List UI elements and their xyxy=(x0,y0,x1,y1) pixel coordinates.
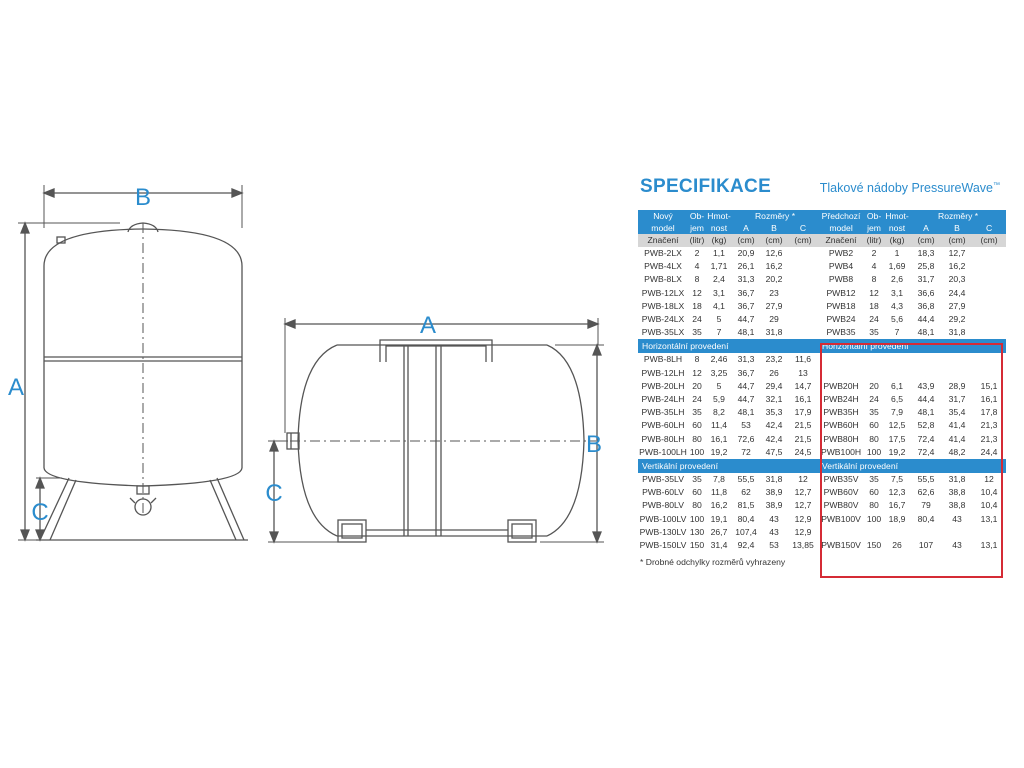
new-model-cell: PWB-20LH xyxy=(641,380,685,391)
previous-model-cell: PWB150V xyxy=(821,540,861,551)
value-cell: 35,4 xyxy=(948,407,966,418)
value-cell: 24,5 xyxy=(794,446,812,457)
value-cell: 21,5 xyxy=(794,420,812,431)
value-cell: 11,8 xyxy=(710,487,728,498)
value-cell: 3,1 xyxy=(713,287,725,298)
value-cell: 36,8 xyxy=(917,300,935,311)
previous-model-cell: PWB35V xyxy=(823,474,859,485)
value-cell: 27,9 xyxy=(765,300,783,311)
value-cell: 35 xyxy=(692,327,702,338)
section-horizontal-left: Horizontální provedení xyxy=(638,339,818,353)
value-cell: 53 xyxy=(741,420,751,431)
value-cell: 23 xyxy=(769,287,779,298)
previous-model-cell: PWB60V xyxy=(823,487,859,498)
spec-subtitle xyxy=(820,181,1000,195)
value-cell: 42,4 xyxy=(765,433,783,444)
spec-footnote: * Drobné odchylky rozměrů vyhrazeny xyxy=(640,557,786,568)
value-cell: 80 xyxy=(869,433,879,444)
value-cell: 38,8 xyxy=(948,487,966,498)
value-cell: 35 xyxy=(869,474,879,485)
value-cell: 38,8 xyxy=(948,500,966,511)
value-cell: 62,6 xyxy=(917,487,935,498)
value-cell: 60 xyxy=(869,420,879,431)
value-cell: 60 xyxy=(692,420,702,431)
new-model-cell: PWB-80LH xyxy=(641,433,685,444)
value-cell: 4 xyxy=(871,261,877,272)
trademark-mark: ™ xyxy=(993,181,1000,189)
value-cell: 48,1 xyxy=(737,407,755,418)
value-cell: 21,5 xyxy=(794,433,812,444)
value-cell: 43,9 xyxy=(917,380,935,391)
vertical-tank-width-label: B xyxy=(134,184,152,211)
value-cell: 26 xyxy=(769,367,779,378)
value-cell: 20,3 xyxy=(948,274,966,285)
value-cell: 7,9 xyxy=(891,407,903,418)
value-cell: 18 xyxy=(869,300,879,311)
value-cell: 31,7 xyxy=(948,394,966,405)
value-cell: 28,9 xyxy=(948,380,966,391)
value-cell xyxy=(972,313,1006,326)
value-cell: 17,5 xyxy=(888,433,906,444)
value-cell: 107 xyxy=(918,540,934,551)
value-cell: 72 xyxy=(741,446,751,457)
value-cell: 12,6 xyxy=(765,248,783,258)
value-cell: 41,4 xyxy=(948,433,966,444)
value-cell: 62 xyxy=(741,487,751,498)
unit-cell: (litr) xyxy=(864,234,884,247)
header-cell: Hmot- xyxy=(707,211,731,221)
value-cell: 15,1 xyxy=(980,380,998,391)
value-cell: 48,1 xyxy=(737,327,755,338)
vertical-tank-leg-label: C xyxy=(31,499,49,526)
value-cell: 150 xyxy=(866,540,882,551)
value-cell: 12,7 xyxy=(794,487,812,498)
table-row xyxy=(638,273,1006,286)
value-cell: 100 xyxy=(866,446,882,457)
value-cell xyxy=(788,287,818,300)
horizontal-tank-length-label: A xyxy=(419,312,437,339)
value-cell: 8 xyxy=(694,274,700,285)
value-cell: 11,6 xyxy=(794,354,812,365)
value-cell: 47,5 xyxy=(765,446,783,457)
new-model-cell: PWB-100LV xyxy=(639,513,687,524)
new-model-cell: PWB-35LH xyxy=(641,407,685,418)
value-cell: 24 xyxy=(869,394,879,405)
value-cell: 18,3 xyxy=(917,248,935,258)
value-cell: 31,8 xyxy=(948,474,966,485)
value-cell: 12,7 xyxy=(794,500,812,511)
unit-cell: (litr) xyxy=(689,235,705,245)
previous-model-cell: PWB8 xyxy=(828,274,854,285)
value-cell: 25,8 xyxy=(917,261,935,272)
value-cell: 14,7 xyxy=(794,380,812,391)
value-cell: 31,8 xyxy=(765,327,783,338)
value-cell xyxy=(972,287,1006,300)
value-cell: 150 xyxy=(689,540,705,551)
value-cell: 19,1 xyxy=(710,513,728,524)
header-cell: Rozměry * xyxy=(910,210,1006,222)
value-cell: 130 xyxy=(689,526,705,537)
value-cell: 5 xyxy=(716,314,722,325)
new-model-cell: PWB-24LX xyxy=(641,314,685,325)
value-cell: 27,9 xyxy=(948,300,966,311)
value-cell: 10,4 xyxy=(980,487,998,498)
value-cell: 20 xyxy=(692,380,702,391)
header-cell: Ob- xyxy=(689,211,705,221)
unit-cell: (cm) xyxy=(942,234,972,247)
value-cell: 23,2 xyxy=(765,354,783,365)
value-cell xyxy=(788,300,818,313)
value-cell: 52,8 xyxy=(917,420,935,431)
value-cell: 35 xyxy=(869,327,879,338)
value-cell: 44,7 xyxy=(737,380,755,391)
value-cell: 43 xyxy=(769,526,779,537)
value-cell: 12,3 xyxy=(888,487,906,498)
value-cell: 80,4 xyxy=(917,513,935,524)
value-cell: 18,9 xyxy=(888,513,906,524)
previous-model-cell: PWB12 xyxy=(826,287,856,298)
previous-model-cell: PWB18 xyxy=(826,300,856,311)
value-cell: 20,2 xyxy=(765,274,783,285)
value-cell: 19,2 xyxy=(710,446,728,457)
header-row-2 xyxy=(638,222,1006,234)
header-cell: model xyxy=(638,222,688,234)
value-cell: 7 xyxy=(716,327,722,338)
value-cell: 12 xyxy=(869,287,879,298)
new-model-cell: PWB-130LV xyxy=(639,526,687,537)
new-model-cell: PWB-80LV xyxy=(642,500,684,511)
header-cell: C xyxy=(972,222,1006,234)
value-cell: 12,9 xyxy=(794,513,812,524)
value-cell: 43 xyxy=(769,513,779,524)
value-cell: 4,1 xyxy=(713,300,725,311)
value-cell: 16,1 xyxy=(794,394,812,405)
horizontal-tank-axis-label: C xyxy=(265,480,283,507)
header-cell: A xyxy=(910,222,942,234)
value-cell: 31,4 xyxy=(710,540,728,551)
new-model-cell: PWB-8LH xyxy=(643,354,683,365)
spec-title-row xyxy=(638,176,1006,204)
new-model-cell: PWB-8LX xyxy=(644,274,682,285)
value-cell xyxy=(788,273,818,286)
header-cell: Nový xyxy=(638,210,688,222)
value-cell: 6,5 xyxy=(891,394,903,405)
value-cell: 7,5 xyxy=(891,474,903,485)
value-cell: 1,69 xyxy=(888,261,906,272)
value-cell: 16,1 xyxy=(980,394,998,405)
value-cell xyxy=(972,247,1006,260)
value-cell: 7,8 xyxy=(713,474,725,485)
spec-title: SPECIFIKACE xyxy=(640,176,772,197)
value-cell: 11,4 xyxy=(710,420,728,431)
value-cell: 36,6 xyxy=(917,287,935,298)
value-cell xyxy=(788,247,818,260)
header-cell: C xyxy=(788,222,818,234)
value-cell: 20 xyxy=(869,380,879,391)
value-cell: 2,46 xyxy=(710,354,728,365)
new-model-cell: PWB-12LH xyxy=(641,367,685,378)
value-cell xyxy=(788,260,818,273)
value-cell: 36,7 xyxy=(737,367,755,378)
previous-model-cell: PWB35H xyxy=(823,407,859,418)
value-cell: 8 xyxy=(694,354,700,365)
value-cell xyxy=(972,326,1006,339)
value-cell: 29,2 xyxy=(948,314,966,325)
value-cell: 6,1 xyxy=(891,380,903,391)
value-cell: 24 xyxy=(869,314,879,325)
value-cell: 35 xyxy=(869,407,879,418)
value-cell: 80,4 xyxy=(737,513,755,524)
header-cell: jem xyxy=(688,222,706,234)
header-cell: B xyxy=(942,222,972,234)
value-cell: 53 xyxy=(769,540,779,551)
value-cell: 16,2 xyxy=(948,261,966,272)
section-vertical-left: Vertikální provedení xyxy=(638,459,818,473)
value-cell: 2 xyxy=(694,248,700,258)
value-cell: 5,9 xyxy=(713,394,725,405)
previous-model-cell: PWB60H xyxy=(823,420,859,431)
units-row xyxy=(638,234,1006,247)
header-cell: A xyxy=(732,222,760,234)
value-cell: 32,1 xyxy=(765,394,783,405)
value-cell: 1 xyxy=(894,248,900,258)
previous-model-cell: PWB35 xyxy=(826,327,856,338)
value-cell: 13 xyxy=(798,367,808,378)
previous-model-cell: PWB2 xyxy=(828,248,854,258)
value-cell: 48,1 xyxy=(917,407,935,418)
value-cell: 55,5 xyxy=(737,474,755,485)
value-cell: 72,6 xyxy=(737,433,755,444)
value-cell: 72,4 xyxy=(917,433,935,444)
vertical-tank xyxy=(18,185,248,540)
value-cell: 21,3 xyxy=(980,420,998,431)
value-cell: 12 xyxy=(798,474,808,485)
value-cell: 44,7 xyxy=(737,314,755,325)
new-model-cell: PWB-150LV xyxy=(639,540,687,551)
new-model-cell: PWB-100LH xyxy=(639,446,687,457)
header-cell: Předchozí xyxy=(818,210,864,222)
value-cell: 38,9 xyxy=(765,500,783,511)
value-cell: 38,9 xyxy=(765,487,783,498)
value-cell: 100 xyxy=(866,513,882,524)
header-cell: jem xyxy=(864,222,884,234)
value-cell: 16,7 xyxy=(888,500,906,511)
previous-model-cell: PWB80H xyxy=(823,433,859,444)
header-cell: model xyxy=(818,222,864,234)
highlight-box xyxy=(820,343,1003,578)
new-model-cell: PWB-12LX xyxy=(641,287,685,298)
value-cell: 43 xyxy=(952,540,962,551)
value-cell: 17,8 xyxy=(980,407,998,418)
header-cell: Hmot- xyxy=(885,211,909,221)
value-cell: 2 xyxy=(871,248,877,258)
section-horizontal-right: Horizontální provedení xyxy=(818,339,1006,353)
vertical-tank-height-label: A xyxy=(7,374,25,401)
new-model-cell: PWB-60LV xyxy=(642,487,684,498)
header-row-1 xyxy=(638,210,1006,222)
value-cell: 48,1 xyxy=(917,327,935,338)
value-cell: 24,4 xyxy=(948,287,966,298)
value-cell: 92,4 xyxy=(737,540,755,551)
value-cell: 31,8 xyxy=(948,327,966,338)
unit-cell: Značení xyxy=(638,234,688,247)
value-cell: 16,2 xyxy=(765,261,783,272)
value-cell: 80 xyxy=(869,500,879,511)
value-cell: 48,2 xyxy=(948,446,966,457)
new-model-cell: PWB-4LX xyxy=(644,261,682,272)
header-cell: B xyxy=(760,222,788,234)
unit-cell: (cm) xyxy=(910,234,942,247)
previous-model-cell: PWB24H xyxy=(823,394,859,405)
value-cell: 55,5 xyxy=(917,474,935,485)
new-model-cell: PWB-35LV xyxy=(642,474,684,485)
unit-cell: (kg) xyxy=(706,234,732,247)
unit-cell: (cm) xyxy=(972,234,1006,247)
value-cell: 8,2 xyxy=(713,407,725,418)
unit-cell: Značení xyxy=(818,234,864,247)
value-cell: 17,9 xyxy=(794,407,812,418)
value-cell: 31,3 xyxy=(737,274,755,285)
value-cell: 4,3 xyxy=(891,300,903,311)
value-cell: 29 xyxy=(769,314,779,325)
value-cell: 100 xyxy=(689,513,705,524)
new-model-cell: PWB-2LX xyxy=(644,248,682,258)
value-cell: 29,4 xyxy=(765,380,783,391)
header-cell: nost xyxy=(706,222,732,234)
value-cell: 72,4 xyxy=(917,446,935,457)
unit-cell: (cm) xyxy=(760,234,788,247)
section-vertical-right: Vertikální provedení xyxy=(818,459,1006,473)
value-cell: 31,3 xyxy=(737,354,755,365)
value-cell: 12,7 xyxy=(948,248,966,258)
value-cell xyxy=(972,260,1006,273)
value-cell: 19,2 xyxy=(888,446,906,457)
value-cell: 60 xyxy=(692,487,702,498)
value-cell: 1,71 xyxy=(710,261,728,272)
value-cell xyxy=(788,326,818,339)
table-row xyxy=(638,247,1006,260)
value-cell: 81,5 xyxy=(737,500,755,511)
value-cell: 35 xyxy=(692,407,702,418)
value-cell: 12 xyxy=(692,287,702,298)
value-cell: 41,4 xyxy=(948,420,966,431)
new-model-cell: PWB-60LH xyxy=(641,420,685,431)
previous-model-cell: PWB20H xyxy=(823,380,859,391)
unit-cell: (kg) xyxy=(884,234,910,247)
value-cell: 80 xyxy=(692,500,702,511)
value-cell: 35 xyxy=(692,474,702,485)
previous-model-cell: PWB100H xyxy=(820,446,862,457)
value-cell: 21,3 xyxy=(980,433,998,444)
spec-subtitle-text: Tlakové nádoby PressureWave xyxy=(819,181,993,195)
value-cell: 1,1 xyxy=(713,248,725,258)
value-cell: 3,25 xyxy=(710,367,728,378)
value-cell: 31,8 xyxy=(765,474,783,485)
header-cell: Rozměry * xyxy=(732,210,818,222)
value-cell: 24 xyxy=(692,314,702,325)
unit-cell: (cm) xyxy=(732,234,760,247)
new-model-cell: PWB-18LX xyxy=(641,300,685,311)
value-cell: 36,7 xyxy=(737,300,755,311)
value-cell: 3,1 xyxy=(891,287,903,298)
previous-model-cell: PWB100V xyxy=(821,513,861,524)
unit-cell: (cm) xyxy=(788,234,818,247)
new-model-cell: PWB-35LX xyxy=(641,327,685,338)
value-cell: 10,4 xyxy=(980,500,998,511)
value-cell xyxy=(788,313,818,326)
previous-model-cell: PWB24 xyxy=(826,314,856,325)
value-cell: 12,9 xyxy=(794,526,812,537)
value-cell xyxy=(972,300,1006,313)
value-cell: 13,1 xyxy=(980,540,998,551)
value-cell: 42,4 xyxy=(765,420,783,431)
value-cell: 13,85 xyxy=(792,540,814,551)
value-cell: 35,3 xyxy=(765,407,783,418)
value-cell: 12 xyxy=(984,474,994,485)
value-cell: 80 xyxy=(692,433,702,444)
value-cell: 2,6 xyxy=(891,274,903,285)
value-cell: 26,1 xyxy=(737,261,755,272)
header-cell: nost xyxy=(884,222,910,234)
value-cell: 20,9 xyxy=(737,248,755,258)
value-cell: 26,7 xyxy=(710,526,728,537)
value-cell: 24 xyxy=(692,394,702,405)
value-cell xyxy=(972,273,1006,286)
table-row xyxy=(638,300,1006,313)
value-cell: 36,7 xyxy=(737,287,755,298)
value-cell: 16,1 xyxy=(710,433,728,444)
value-cell: 100 xyxy=(689,446,705,457)
table-row xyxy=(638,260,1006,273)
value-cell: 44,4 xyxy=(917,314,935,325)
value-cell: 24,4 xyxy=(980,446,998,457)
value-cell: 18 xyxy=(692,300,702,311)
header-cell: Ob- xyxy=(864,210,884,222)
value-cell: 107,4 xyxy=(735,526,757,537)
previous-model-cell: PWB4 xyxy=(828,261,854,272)
table-row xyxy=(638,313,1006,326)
value-cell: 60 xyxy=(869,487,879,498)
value-cell: 12,5 xyxy=(888,420,906,431)
value-cell: 5,6 xyxy=(891,314,903,325)
value-cell: 16,2 xyxy=(710,500,728,511)
value-cell: 31,7 xyxy=(917,274,935,285)
value-cell: 8 xyxy=(871,274,877,285)
new-model-cell: PWB-24LH xyxy=(641,394,685,405)
table-row xyxy=(638,287,1006,300)
value-cell: 4 xyxy=(694,261,700,272)
value-cell: 2,4 xyxy=(713,274,725,285)
value-cell: 79 xyxy=(921,500,931,511)
horizontal-tank-height-label: B xyxy=(585,431,603,458)
value-cell: 26 xyxy=(892,540,902,551)
value-cell: 44,7 xyxy=(737,394,755,405)
value-cell: 12 xyxy=(692,367,702,378)
value-cell: 43 xyxy=(952,513,962,524)
value-cell: 7 xyxy=(894,327,900,338)
table-row xyxy=(638,326,1006,339)
value-cell: 44,4 xyxy=(917,394,935,405)
horizontal-tank xyxy=(268,318,604,542)
value-cell: 5 xyxy=(716,380,722,391)
value-cell: 13,1 xyxy=(980,513,998,524)
previous-model-cell: PWB80V xyxy=(823,500,859,511)
